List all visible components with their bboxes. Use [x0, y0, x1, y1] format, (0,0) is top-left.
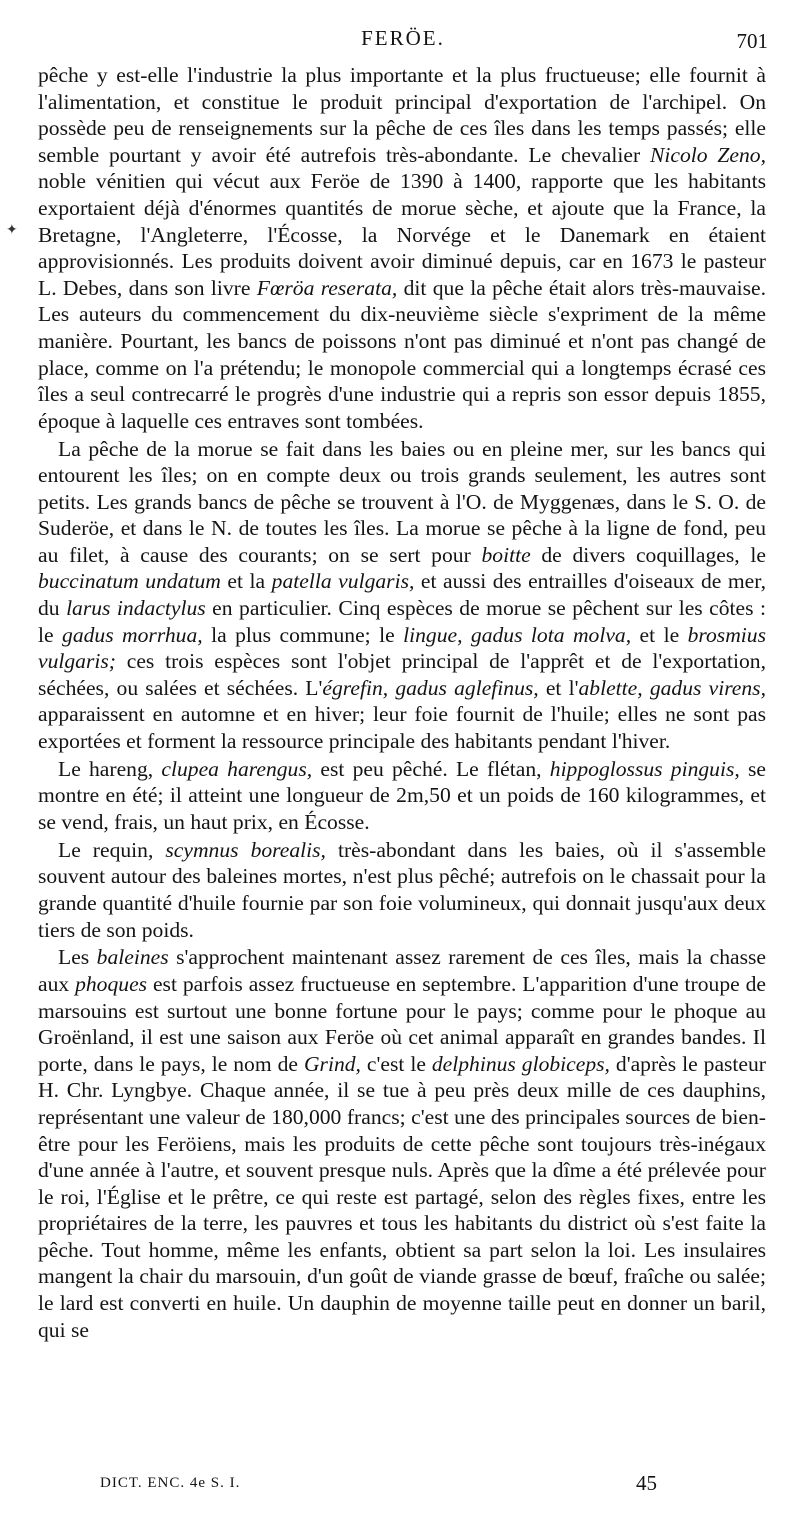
page-number: 701 [736, 29, 768, 53]
text-run: Le hareng, [58, 756, 162, 781]
text-run: et le [631, 622, 688, 647]
italic-term: Nicolo Zeno, [649, 142, 766, 167]
italic-term: gadus morrhua, [62, 622, 203, 647]
text-run: Le requin, [58, 837, 166, 862]
page-footer [100, 1471, 700, 1501]
page-header [38, 26, 768, 56]
text-run: est peu pêché. Le flétan, [312, 756, 550, 781]
italic-term: Fœröa reserata, [256, 275, 398, 300]
italic-term: égrefin, gadus aglefinus, [322, 675, 539, 700]
text-run: ces trois espèces sont l'objet principal de l'apprêt et de l'exportation, séchées, ou salées et séchées. L' [38, 649, 766, 700]
text-run: La pêche de la morue se fait dans les baies ou en pleine mer, sur les bancs qui entourent les îles; on en compte deux ou trois grands seulement, les autres sont petits. Les grands bancs de pêche se trouvent à l'O. de Myggenæs, dans le S. O. de Suderöe, et dans le N. de toutes les îles. La morue se pêche à la ligne de fond, peu au filet, à cause des courants; on se sert pour [38, 436, 766, 567]
italic-term: phoques [75, 971, 148, 996]
italic-term: boitte [481, 542, 531, 567]
text-run: c'est le [360, 1051, 432, 1076]
paragraph [38, 436, 766, 755]
text-run: dit que la pêche était alors très-mauvaise. Les auteurs du commencement du dix-neuvième siècle s'expriment de la même manière. Pourtant, les bancs de poissons n'ont pas diminué et n'ont pas changé de place, comme on l'a prétendu; le monopole commercial qui a longtemps écrasé ces îles a seul contrecarré le progrès d'une industrie qui a repris son essor depuis 1855, époque à laquelle ces entraves sont tombées. [38, 275, 766, 433]
italic-term: hippoglossus pinguis, [549, 756, 740, 781]
text-run: se montre en été; il atteint une longueur de 2m,50 et un poids de 160 kilogrammes, et se vend, frais, un haut prix, en Écosse. [38, 756, 766, 834]
italic-term: patella vulgaris, [271, 569, 415, 594]
paragraph [38, 837, 766, 943]
italic-term: delphinus globiceps, [431, 1051, 610, 1076]
italic-term: baleines [96, 945, 169, 970]
paragraph [38, 944, 766, 1343]
italic-term: clupea harengus, [161, 756, 313, 781]
italic-term: scymnus borealis, [165, 837, 326, 862]
text-run: s'approchent maintenant assez rarement de ces îles, mais la chasse aux [38, 945, 767, 996]
body-text [38, 62, 766, 1344]
text-run: en particulier. Cinq espèces de morue se pêchent sur les côtes : le [38, 596, 766, 647]
italic-term: ablette, gadus virens, [578, 675, 766, 700]
sheet-number: 45 [636, 1471, 657, 1495]
text-run: d'après le pasteur H. Chr. Lyngbye. Chaque année, il se tue à peu près deux mille de ces dauphins, représentant une valeur de 180,000 francs; c'est une des principales sources de bien-être pour les Feröiens, mais les produits de cette pêche sont toujours très-inégaux d'une année à l'autre, et souvent presque nuls. Après que la dîme a été prélevée pour le roi, l'Église et le prêtre, ce qui reste est partagé, selon des règles fixes, entre les propriétaires de la terre, les pauvres et tous les habitants du district où s'est faite la pêche. Tout homme, même les enfants, obtient sa part selon la loi. Les insulaires mangent la chair du marsouin, d'un goût de viande grasse de bœuf, fraîche ou salée; le lard est converti en huile. Un dauphin de moyenne taille peut en donner un baril, qui se [38, 1051, 766, 1342]
italic-term: Grind, [303, 1051, 361, 1076]
text-run: Les [58, 945, 97, 970]
text-run: est parfois assez fructueuse en septembre. L'apparition d'une troupe de marsouins est surtout une bonne fortune pour le pays; comme pour le phoque au Groënland, il est une saison aux Feröe où cet animal apparaît en grandes bandes. Il porte, dans le pays, le nom de [38, 971, 766, 1076]
text-run: très-abondant dans les baies, où il s'assemble souvent autour des baleines mortes, n'est plus pêché; autrefois on le chassait pour la grande quantité d'huile fournie par son foie volumineux, qui donnait jusqu'aux deux tiers de son poids. [38, 837, 766, 942]
text-run: apparaissent en automne et en hiver; leur foie fournit de l'huile; elles ne sont pas exportées et forment la ressource principale des habitants pendant l'hiver. [38, 702, 766, 754]
text-run: et la [220, 569, 272, 594]
italic-term: lingue, gadus lota molva, [403, 622, 632, 647]
printer-signature: DICT. ENC. 4e S. I. [100, 1475, 241, 1491]
text-run: de divers coquillages, le [530, 542, 766, 567]
text-run: et aussi des entrailles d'oiseaux de mer, du [38, 569, 766, 621]
paragraph [38, 62, 766, 434]
text-run: la plus commune; le [202, 622, 404, 647]
running-head: FERÖE. [361, 26, 445, 50]
margin-asterisk-mark: ✦ [6, 223, 18, 238]
text-run: pêche y est-elle l'industrie la plus importante et la plus fructueuse; elle fournit à l'alimentation, et constitue le produit principal d'exportation de l'archipel. On possède peu de renseignements sur la pêche de ces îles dans les temps passés; elle semble pourtant y avoir été autrefois très-abondante. Le chevalier [38, 63, 766, 167]
text-run: noble vénitien qui vécut aux Feröe de 1390 à 1400, rapporte que les habitants exportaient déjà d'énormes quantités de morue sèche, et ajoute que la France, la Bretagne, l'Angleterre, l'Écosse, la Norvége et le Danemark en étaient approvisionnés. Les produits doivent avoir diminué depuis, car en 1673 le pasteur L. Debes, dans son livre [38, 169, 766, 300]
italic-term: buccinatum undatum [38, 569, 221, 594]
text-run: et l' [538, 675, 579, 700]
italic-term: larus indactylus [66, 596, 206, 621]
paragraph [38, 756, 766, 836]
italic-term: brosmius vulgaris; [38, 622, 766, 674]
